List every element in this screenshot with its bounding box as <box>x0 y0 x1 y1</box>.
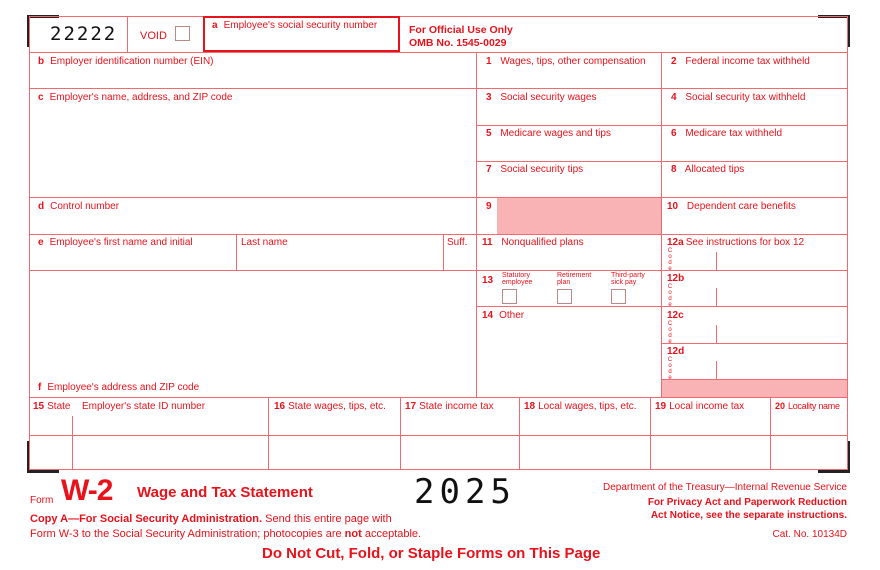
code-label: Code <box>667 321 673 345</box>
void-checkbox[interactable] <box>175 26 190 41</box>
copy-a-line1: Copy A—For Social Security Administration. Send this entire page with <box>30 513 392 525</box>
box-e-suffix[interactable]: Suff. <box>447 237 468 248</box>
box-8-allocated-tips[interactable]: 8 Allocated tips <box>671 164 745 175</box>
box-19-local-tax[interactable]: 19 Local income tax <box>655 401 745 412</box>
box-12d[interactable]: 12d <box>667 346 685 357</box>
box-20-locality[interactable]: 20 Locality name <box>775 401 840 411</box>
void-label: VOID <box>140 30 167 42</box>
retirement-label: Retirement plan <box>557 272 592 286</box>
box-15-state-id[interactable]: Employer's state ID number <box>82 401 206 412</box>
box-1-wages[interactable]: 1 Wages, tips, other compensation <box>486 56 646 67</box>
box-5-medicare-wages[interactable]: 5 Medicare wages and tips <box>486 128 611 139</box>
box-12-shaded <box>661 379 847 397</box>
box-b-ein[interactable]: b Employer identification number (EIN) <box>38 56 214 67</box>
box-d-control-number[interactable]: d Control number <box>38 201 120 212</box>
code-label: Code <box>667 248 673 272</box>
box-17-state-tax[interactable]: 17 State income tax <box>405 401 494 412</box>
code-label: Code <box>667 357 673 381</box>
box-a-label: a Employee's social security number <box>212 20 378 31</box>
box-3-ss-wages[interactable]: 3 Social security wages <box>486 92 597 103</box>
code-label: Code <box>667 284 673 308</box>
box-16-state-wages[interactable]: 16 State wages, tips, etc. <box>274 401 386 412</box>
statutory-checkbox[interactable] <box>502 289 517 304</box>
box-11-nonqualified[interactable]: 11 Nonqualified plans <box>482 237 584 248</box>
box-12c[interactable]: 12c <box>667 310 684 321</box>
box-12b[interactable]: 12b <box>667 273 685 284</box>
form-name: W-2 <box>61 474 113 507</box>
box-e-last-name[interactable]: Last name <box>241 237 288 248</box>
box-c-employer-address[interactable]: c Employer's name, address, and ZIP code <box>38 92 233 103</box>
box-2-federal-tax[interactable]: 2 Federal income tax withheld <box>671 56 810 67</box>
statutory-label: Statutory employee <box>502 272 533 286</box>
box-9: 9 <box>486 201 492 212</box>
box-e-first-name[interactable]: e Employee's first name and initial <box>38 237 193 248</box>
box-15-state[interactable]: 15 State <box>33 401 71 412</box>
box-10-dependent-care[interactable]: 10 Dependent care benefits <box>667 201 796 212</box>
warning: Do Not Cut, Fold, or Staple Forms on This Page <box>262 545 601 562</box>
box-12a[interactable]: 12a See instructions for box 12 <box>667 237 805 248</box>
form-title: Wage and Tax Statement <box>137 484 313 501</box>
privacy-notice-2: Act Notice, see the separate instructions. <box>650 510 847 521</box>
privacy-notice-1: For Privacy Act and Paperwork Reduction <box>647 497 847 508</box>
form-code: 22222 <box>50 23 118 45</box>
box-7-ss-tips[interactable]: 7 Social security tips <box>486 164 584 175</box>
box-13-label: 13 <box>482 275 494 286</box>
box-f-employee-address[interactable]: f Employee's address and ZIP code <box>38 382 200 393</box>
retirement-checkbox[interactable] <box>557 289 572 304</box>
box-4-ss-tax[interactable]: 4 Social security tax withheld <box>671 92 806 103</box>
official-use: For Official Use Only OMB No. 1545-0029 <box>409 24 513 49</box>
catalog-number: Cat. No. 10134D <box>772 529 847 540</box>
box-6-medicare-tax[interactable]: 6 Medicare tax withheld <box>671 128 783 139</box>
box-18-local-wages[interactable]: 18 Local wages, tips, etc. <box>524 401 637 412</box>
box-14-other[interactable]: 14 Other <box>482 310 525 321</box>
third-party-checkbox[interactable] <box>611 289 626 304</box>
form-word: Form <box>30 495 54 506</box>
department: Department of the Treasury—Internal Revenue Service <box>602 482 847 493</box>
third-party-label: Third-party sick pay <box>611 272 645 286</box>
copy-a-line2: Form W-3 to the Social Security Administration; photocopies are not acceptable. <box>30 528 422 540</box>
tax-year: 2025 <box>414 472 516 512</box>
box-9-shaded <box>497 197 661 234</box>
